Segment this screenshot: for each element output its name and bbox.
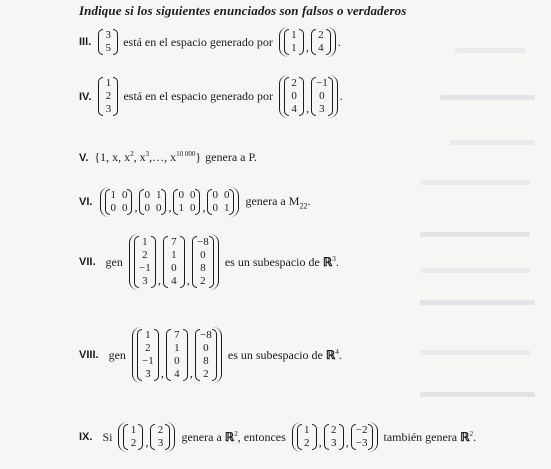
statement-text: genera a $M_{22}$. xyxy=(245,193,311,211)
vector-set: 1 2 , 2 3 xyxy=(118,422,175,452)
statement-text: también genera ℝ$^2$. xyxy=(383,429,477,444)
vector: 1 2 xyxy=(123,424,143,450)
vector-set: 2 0 4 , −1 0 3 xyxy=(279,75,338,118)
statement-text: genera a P. xyxy=(205,150,257,164)
item-number: VIII. xyxy=(79,349,99,361)
exercise-title: Indique si los siguientes enunciados son falsos o verdaderos xyxy=(79,3,407,18)
vector: −2 −3 xyxy=(351,424,373,450)
matrix: 1 0 0 0 xyxy=(105,189,132,215)
vector: 2 3 xyxy=(324,424,344,450)
vector: 2 4 xyxy=(311,29,331,55)
statement-vii xyxy=(79,234,343,290)
vector-set: 1 2 −1 3 , 7 1 0 4 , −8 0 8 2 xyxy=(132,327,222,383)
vector: 3 5 xyxy=(98,29,118,55)
vector: 7 1 0 4 xyxy=(166,329,188,381)
bleed-line xyxy=(420,392,535,397)
vector: 2 0 4 xyxy=(284,77,304,116)
vector: −8 0 8 2 xyxy=(195,329,217,381)
vector: −8 0 8 2 xyxy=(192,236,214,288)
matrix: 0 1 0 0 xyxy=(139,189,166,215)
vector: 1 2 3 xyxy=(98,77,118,116)
bleed-line xyxy=(420,268,530,273)
statement-text: es un subespacio de ℝ$^4$. xyxy=(227,347,342,362)
vector: −1 0 3 xyxy=(311,77,333,116)
gen-label: gen xyxy=(105,254,123,269)
statement-text: está en el espacio generado por xyxy=(123,89,274,103)
vector: 1 2 −1 3 xyxy=(137,329,159,381)
statement-text: genera a ℝ$^2$, entonces xyxy=(181,429,286,444)
statement-viii xyxy=(79,327,346,383)
vector-set: 1 2 , 2 3 , −2 −3 xyxy=(292,422,378,452)
bleed-line xyxy=(420,180,530,185)
item-number: III. xyxy=(79,36,92,48)
bleed-line xyxy=(455,48,525,53)
vector: 1 1 xyxy=(284,29,304,55)
vector: 1 2 −1 3 xyxy=(134,236,156,288)
matrix: 0 0 0 1 xyxy=(207,189,234,215)
statement-text: es un subespacio de ℝ$^3$. xyxy=(224,254,339,269)
statement-iv: IV. 1 2 3 está en el espacio generado por 2 0 4 , −1 0 3 . xyxy=(79,75,343,118)
item-number: VII. xyxy=(79,256,96,268)
statement-iii: III. 3 5 está en el espacio generado por 1 1 , 2 4 . xyxy=(79,27,341,57)
bleed-line xyxy=(440,95,535,100)
statement-v xyxy=(79,150,261,165)
bleed-line xyxy=(450,140,535,145)
matrix-set: 1 0 0 0 , 0 1 0 0 , 0 0 1 0 , 0 0 0 1 xyxy=(100,187,239,217)
statement-vi xyxy=(79,187,314,217)
item-number: V. xyxy=(79,151,89,164)
item-number: IX. xyxy=(79,431,93,443)
vector-set: 1 1 , 2 4 xyxy=(279,27,336,57)
bleed-line xyxy=(420,232,530,237)
si-label: Si xyxy=(102,429,113,444)
vector: 7 1 0 4 xyxy=(163,236,185,288)
polynomial-set: {1, x, $x^2$, $x^3,\dots$, $x^{10 000}$} xyxy=(94,150,202,164)
vector: 1 2 xyxy=(297,424,317,450)
gen-label: gen xyxy=(108,347,126,362)
vector: 2 3 xyxy=(150,424,170,450)
bleed-line xyxy=(420,300,535,305)
statement-text: está en el espacio generado por xyxy=(123,34,273,49)
statement-ix xyxy=(79,422,480,452)
bleed-line xyxy=(420,350,530,355)
matrix: 0 0 1 0 xyxy=(173,189,200,215)
item-number: IV. xyxy=(79,90,92,103)
item-number: VI. xyxy=(79,196,93,208)
vector-set: 1 2 −1 3 , 7 1 0 4 , −8 0 8 2 xyxy=(129,234,219,290)
